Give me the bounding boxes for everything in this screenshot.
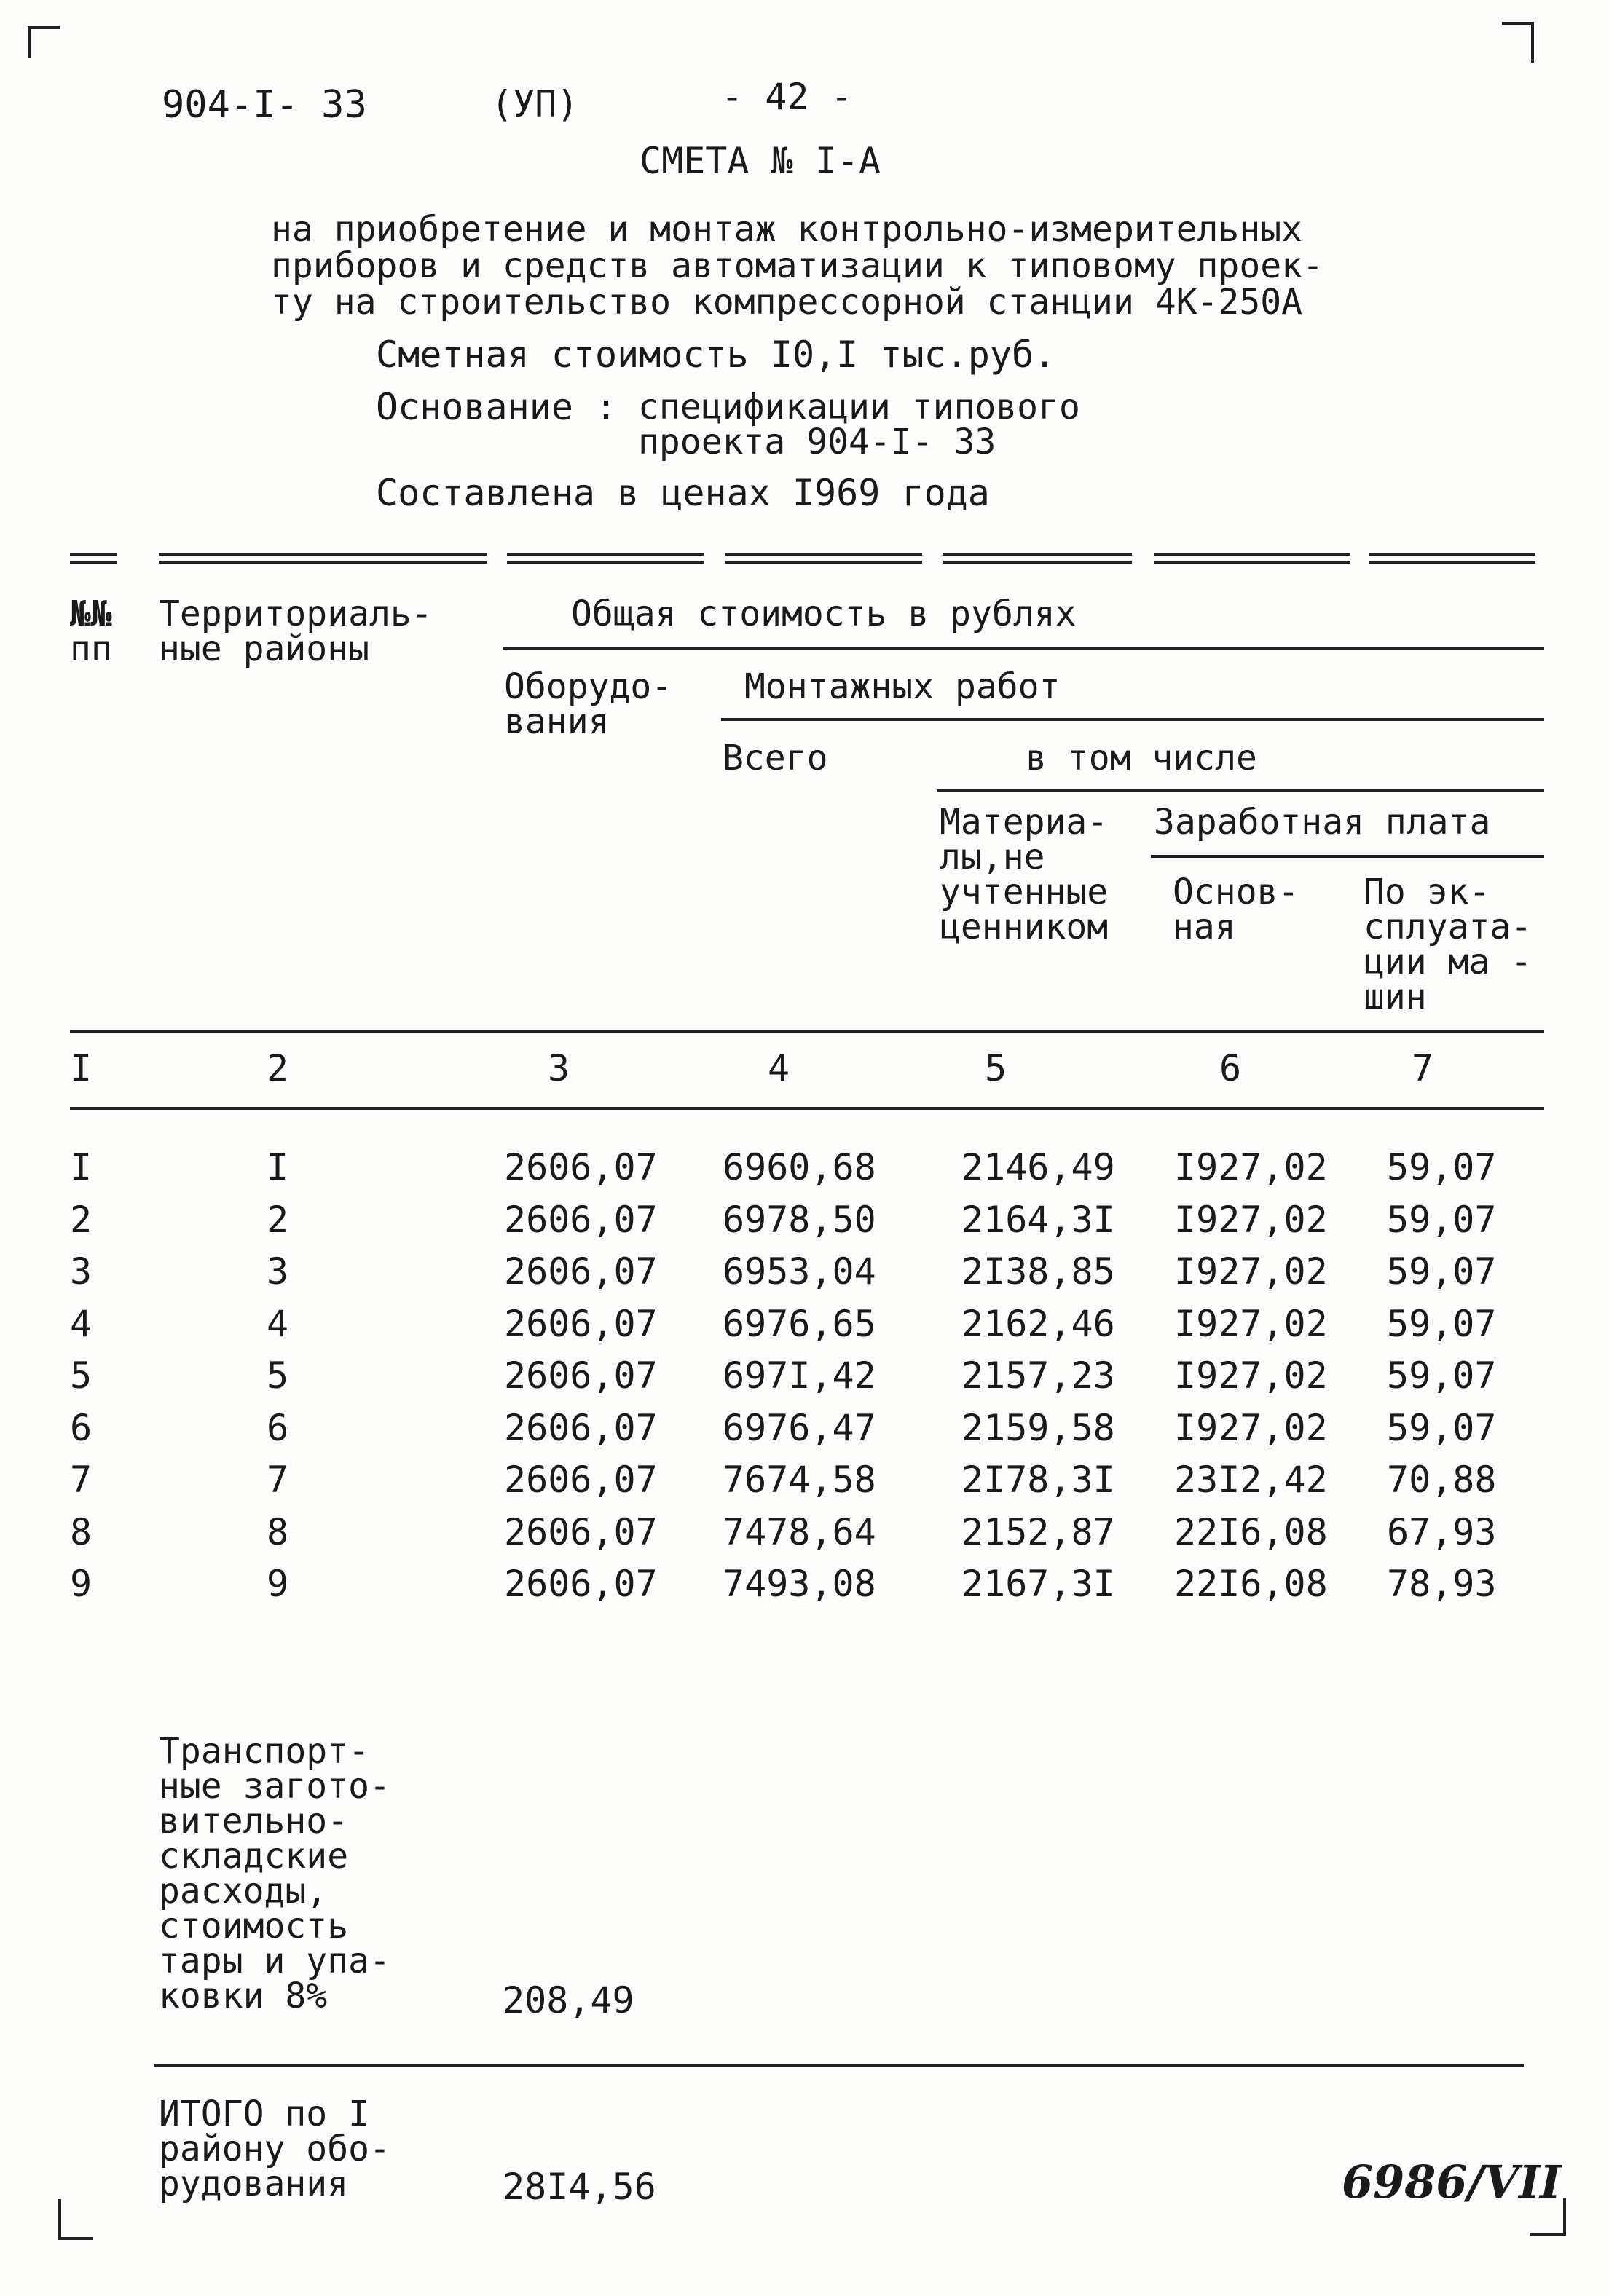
wages-machines: 59,07 xyxy=(1387,1250,1497,1293)
row-number: 5 xyxy=(70,1354,93,1397)
table-top-rule xyxy=(1369,553,1535,564)
transport-label: ковки 8% xyxy=(159,1976,328,2016)
wages-basic: I927,02 xyxy=(1174,1250,1328,1293)
region-number: 8 xyxy=(267,1511,289,1553)
installation-total: 6960,68 xyxy=(723,1146,876,1188)
wages-basic: I927,02 xyxy=(1174,1303,1328,1345)
table-top-rule xyxy=(70,553,117,564)
table-top-rule xyxy=(507,553,704,564)
transport-value: 208,49 xyxy=(503,1979,634,2021)
document-title: СМЕТА № I-А xyxy=(640,140,881,182)
table-top-rule xyxy=(159,553,487,564)
region-number: 3 xyxy=(267,1250,289,1293)
materials-cost: 2167,3I xyxy=(961,1563,1115,1605)
row-number: 7 xyxy=(70,1459,93,1501)
transport-label: Транспорт- xyxy=(159,1731,369,1772)
transport-label: складские xyxy=(159,1836,349,1877)
header-including: в том числе xyxy=(1026,738,1257,778)
row-number: 8 xyxy=(70,1511,93,1553)
table-top-rule xyxy=(725,553,922,564)
description-line-1: на приобретение и монтаж контрольно-измерительных xyxy=(271,209,1303,250)
row-number: 3 xyxy=(70,1250,93,1293)
total-label: ИТОГО по I xyxy=(159,2094,369,2134)
materials-cost: 2162,46 xyxy=(961,1303,1115,1345)
materials-cost: 2I78,3I xyxy=(961,1459,1115,1501)
equipment-cost: 2606,07 xyxy=(504,1511,658,1553)
wages-machines: 70,88 xyxy=(1387,1459,1497,1501)
row-number: 4 xyxy=(70,1303,93,1345)
basis-label: Основание : xyxy=(376,386,618,428)
header-installation: Монтажных работ xyxy=(744,666,1061,707)
equipment-cost: 2606,07 xyxy=(504,1563,658,1605)
basis-line-1: спецификации типового xyxy=(638,387,1080,427)
wages-basic: I927,02 xyxy=(1174,1199,1328,1241)
installation-total: 7493,08 xyxy=(723,1563,876,1605)
corner-mark-top-right xyxy=(1502,22,1534,63)
equipment-cost: 2606,07 xyxy=(504,1459,658,1501)
materials-cost: 2146,49 xyxy=(961,1146,1115,1188)
header-equipment: вания xyxy=(504,701,610,742)
equipment-cost: 2606,07 xyxy=(504,1354,658,1397)
materials-cost: 2159,58 xyxy=(961,1407,1115,1449)
column-number: 3 xyxy=(548,1047,570,1089)
row-number: I xyxy=(70,1146,93,1188)
installation-total: 6976,65 xyxy=(723,1303,876,1345)
column-number: 7 xyxy=(1412,1047,1434,1089)
region-number: 9 xyxy=(267,1563,289,1605)
header-rule-3 xyxy=(937,789,1544,792)
equipment-cost: 2606,07 xyxy=(504,1250,658,1293)
installation-total: 6976,47 xyxy=(723,1407,876,1449)
equipment-cost: 2606,07 xyxy=(504,1199,658,1241)
transport-label: вительно- xyxy=(159,1801,349,1842)
installation-total: 7674,58 xyxy=(723,1459,876,1501)
header-nn: пп xyxy=(70,628,112,669)
total-value: 28I4,56 xyxy=(503,2166,656,2208)
materials-cost: 2164,3I xyxy=(961,1199,1115,1241)
wages-machines: 59,07 xyxy=(1387,1303,1497,1345)
wages-basic: 23I2,42 xyxy=(1174,1459,1328,1501)
corner-mark-bottom-left xyxy=(58,2199,93,2240)
materials-cost: 2152,87 xyxy=(961,1511,1115,1553)
transport-label: стоимость xyxy=(159,1906,349,1946)
wages-basic: I927,02 xyxy=(1174,1354,1328,1397)
wages-machines: 59,07 xyxy=(1387,1199,1497,1241)
wages-basic: 22I6,08 xyxy=(1174,1563,1328,1605)
header-total: Всего xyxy=(723,738,828,778)
equipment-cost: 2606,07 xyxy=(504,1146,658,1188)
total-rule xyxy=(154,2064,1524,2067)
header-wages: Заработная плата xyxy=(1154,802,1491,843)
equipment-cost: 2606,07 xyxy=(504,1303,658,1345)
header-rule-2 xyxy=(721,718,1544,721)
header-bottom-rule xyxy=(70,1030,1544,1033)
column-number: 4 xyxy=(768,1047,790,1089)
page-number: - 42 - xyxy=(721,76,853,118)
header-materials: лы,не xyxy=(940,837,1045,877)
equipment-cost: 2606,07 xyxy=(504,1407,658,1449)
header-materials: учтенные xyxy=(940,872,1109,912)
row-number: 6 xyxy=(70,1407,93,1449)
column-number: 5 xyxy=(985,1047,1007,1089)
total-label: району обо- xyxy=(159,2129,390,2169)
header-rule-1 xyxy=(503,647,1544,650)
region-number: 4 xyxy=(267,1303,289,1345)
materials-cost: 2157,23 xyxy=(961,1354,1115,1397)
inventory-number: 6986/VII xyxy=(1342,2155,1562,2209)
header-machines: сплуата- xyxy=(1364,907,1533,947)
region-number: 6 xyxy=(267,1407,289,1449)
header-nn: №№ xyxy=(70,593,112,634)
wages-machines: 59,07 xyxy=(1387,1407,1497,1449)
header-rule-4 xyxy=(1151,855,1544,858)
header-machines: По эк- xyxy=(1364,872,1490,912)
transport-label: тары и упа- xyxy=(159,1941,390,1981)
header-machines: ции ма - xyxy=(1364,942,1533,982)
region-number: 7 xyxy=(267,1459,289,1501)
installation-total: 697I,42 xyxy=(723,1354,876,1397)
wages-basic: I927,02 xyxy=(1174,1146,1328,1188)
region-number: 5 xyxy=(267,1354,289,1397)
header-basic: Основ- xyxy=(1173,872,1299,912)
document-code: 904-I- 33 xyxy=(162,83,367,127)
wages-basic: I927,02 xyxy=(1174,1407,1328,1449)
installation-total: 7478,64 xyxy=(723,1511,876,1553)
wages-machines: 67,93 xyxy=(1387,1511,1497,1553)
installation-total: 6953,04 xyxy=(723,1250,876,1293)
column-number: 2 xyxy=(267,1047,289,1089)
column-number-rule xyxy=(70,1107,1544,1110)
header-region: Территориаль- xyxy=(159,593,433,634)
transport-label: ные загото- xyxy=(159,1766,390,1807)
header-basic: ная xyxy=(1173,907,1236,947)
header-total-cost: Общая стоимость в рублях xyxy=(571,593,1077,634)
wages-machines: 59,07 xyxy=(1387,1354,1497,1397)
table-top-rule xyxy=(1154,553,1350,564)
transport-label: расходы, xyxy=(159,1871,328,1912)
header-machines: шин xyxy=(1364,977,1427,1017)
total-label: рудования xyxy=(159,2163,349,2204)
document-part: (УП) xyxy=(491,83,579,125)
description-line-2: приборов и средств автоматизации к типовому проек- xyxy=(271,245,1323,286)
materials-cost: 2I38,85 xyxy=(961,1250,1115,1293)
table-top-rule xyxy=(943,553,1132,564)
region-number: 2 xyxy=(267,1199,289,1241)
prices-note: Составлена в ценах I969 года xyxy=(376,472,990,514)
wages-machines: 59,07 xyxy=(1387,1146,1497,1188)
row-number: 9 xyxy=(70,1563,93,1605)
basis-line-2: проекта 904-I- 33 xyxy=(638,422,996,462)
header-materials: Материа- xyxy=(940,802,1109,843)
wages-basic: 22I6,08 xyxy=(1174,1511,1328,1553)
column-number: I xyxy=(70,1047,93,1089)
description-line-3: ту на строительство компрессорной станции 4К-250А xyxy=(271,282,1303,323)
header-equipment: Оборудо- xyxy=(504,666,673,707)
row-number: 2 xyxy=(70,1199,93,1241)
region-number: I xyxy=(267,1146,289,1188)
corner-mark-top-left xyxy=(28,26,60,58)
wages-machines: 78,93 xyxy=(1387,1563,1497,1605)
estimated-cost: Сметная стоимость I0,I тыс.руб. xyxy=(376,334,1056,376)
header-materials: ценником xyxy=(940,907,1109,947)
column-number: 6 xyxy=(1219,1047,1242,1089)
installation-total: 6978,50 xyxy=(723,1199,876,1241)
header-region: ные районы xyxy=(159,628,369,669)
